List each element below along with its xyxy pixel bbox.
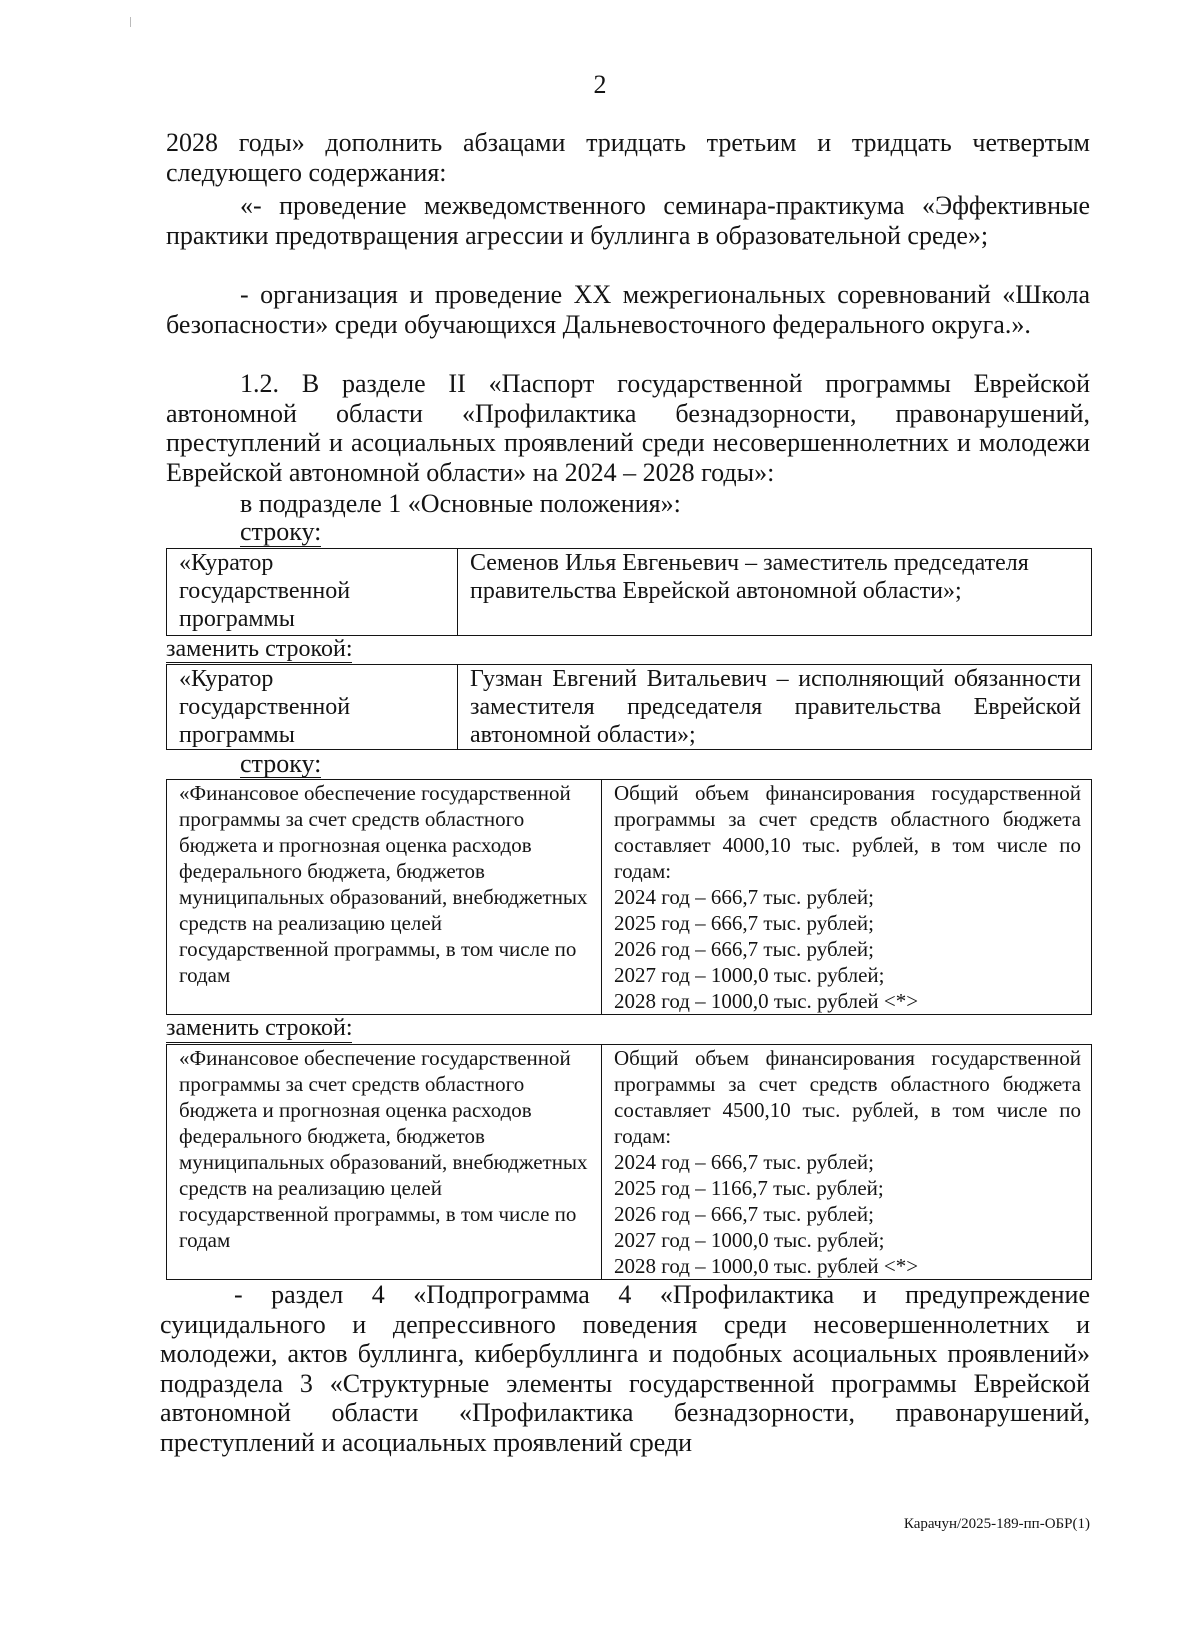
label-row-1: строку: [240,517,322,546]
curator-old-label: «Куратор государственной программы [167,549,458,636]
page-number: 2 [593,70,607,99]
financing-old-intro: Общий объем финансирования государственной программы за счет средств областного бюджета составляет 4000,10 тыс. рублей, в том числе по годам: [614,781,1081,883]
financing-old-label: «Финансовое обеспечение государственной программы за счет средств областного бюджета и прогнозная оценка расходов федерального бюджета, бюджетов муниципальных образований, внебюджетных средств на реализацию целей государственной программы, в том числе по годам [167,780,602,1015]
financing-new-year-2028: 2028 год – 1000,0 тыс. рублей <*> [614,1254,919,1278]
subsection-line: в подразделе 1 «Основные положения»: [240,489,681,518]
financing-old-year-2028: 2028 год – 1000,0 тыс. рублей <*> [614,989,919,1013]
financing-table-old [166,779,1092,1015]
financing-new-year-2025: 2025 год – 1166,7 тыс. рублей; [614,1176,884,1200]
label-row-2: строку: [240,749,322,778]
intro-paragraph: 2028 годы» дополнить абзацами тридцать третьим и тридцать четвертым следующего содержания: [166,128,1090,187]
bullet-competition: - организация и проведение XX межрегиональных соревнований «Школа безопасности» среди обучающихся Дальневосточного федерального округа.». [166,280,1090,339]
financing-old-year-2024: 2024 год – 666,7 тыс. рублей; [614,885,875,909]
financing-new-value [602,1045,1092,1280]
curator-new-value: Гузман Евгений Витальевич – исполняющий обязанности заместителя председателя правительства Еврейской автономной области»; [458,665,1092,750]
scan-mark [130,17,131,27]
footer-document-code: Карачун/2025-189-пп-ОБР(1) [903,1516,1090,1532]
label-replace-2: заменить строкой: [166,1015,353,1041]
curator-table-old [166,548,1092,636]
financing-new-intro: Общий объем финансирования государственной программы за счет средств областного бюджета составляет 4500,10 тыс. рублей, в том числе по годам: [614,1046,1081,1148]
financing-new-label: «Финансовое обеспечение государственной программы за счет средств областного бюджета и прогнозная оценка расходов федерального бюджета, бюджетов муниципальных образований, внебюджетных средств на реализацию целей государственной программы, в том числе по годам [167,1045,602,1280]
financing-old-value [602,780,1092,1015]
financing-old-year-2026: 2026 год – 666,7 тыс. рублей; [614,937,875,961]
label-replace-1: заменить строкой: [166,636,353,662]
financing-new-year-2027: 2027 год – 1000,0 тыс. рублей; [614,1228,885,1252]
financing-new-year-2024: 2024 год – 666,7 тыс. рублей; [614,1150,875,1174]
bullet-seminar: «- проведение межведомственного семинара-практикума «Эффективные практики предотвращения агрессии и буллинга в образовательной среде»; [166,191,1090,250]
item-1-2-paragraph: 1.2. В разделе II «Паспорт государственной программы Еврейской автономной области «Профилактика безнадзорности, правонарушений, преступлений и асоциальных проявлений среди несовершеннолетних и молодежи Еврейской автономной области» на 2024 – 2028 годы»: [166,369,1090,487]
financing-old-year-2025: 2025 год – 666,7 тыс. рублей; [614,911,875,935]
curator-new-label: «Куратор государственной программы [167,665,458,750]
financing-old-year-2027: 2027 год – 1000,0 тыс. рублей; [614,963,885,987]
financing-table-new [166,1044,1092,1280]
curator-table-new [166,664,1092,750]
financing-new-year-2026: 2026 год – 666,7 тыс. рублей; [614,1202,875,1226]
final-paragraph: - раздел 4 «Подпрограмма 4 «Профилактика и предупреждение суицидального и депрессивного поведения среди несовершеннолетних и молодежи, актов буллинга, кибербуллинга и подобных асоциальных проявлений» подраздела 3 «Структурные элементы государственной программы Еврейской автономной области «Профилактика безнадзорности, правонарушений, преступлений и асоциальных проявлений среди [160,1280,1090,1457]
curator-old-value: Семенов Илья Евгеньевич – заместитель председателя правительства Еврейской автономной области»; [458,549,1092,636]
